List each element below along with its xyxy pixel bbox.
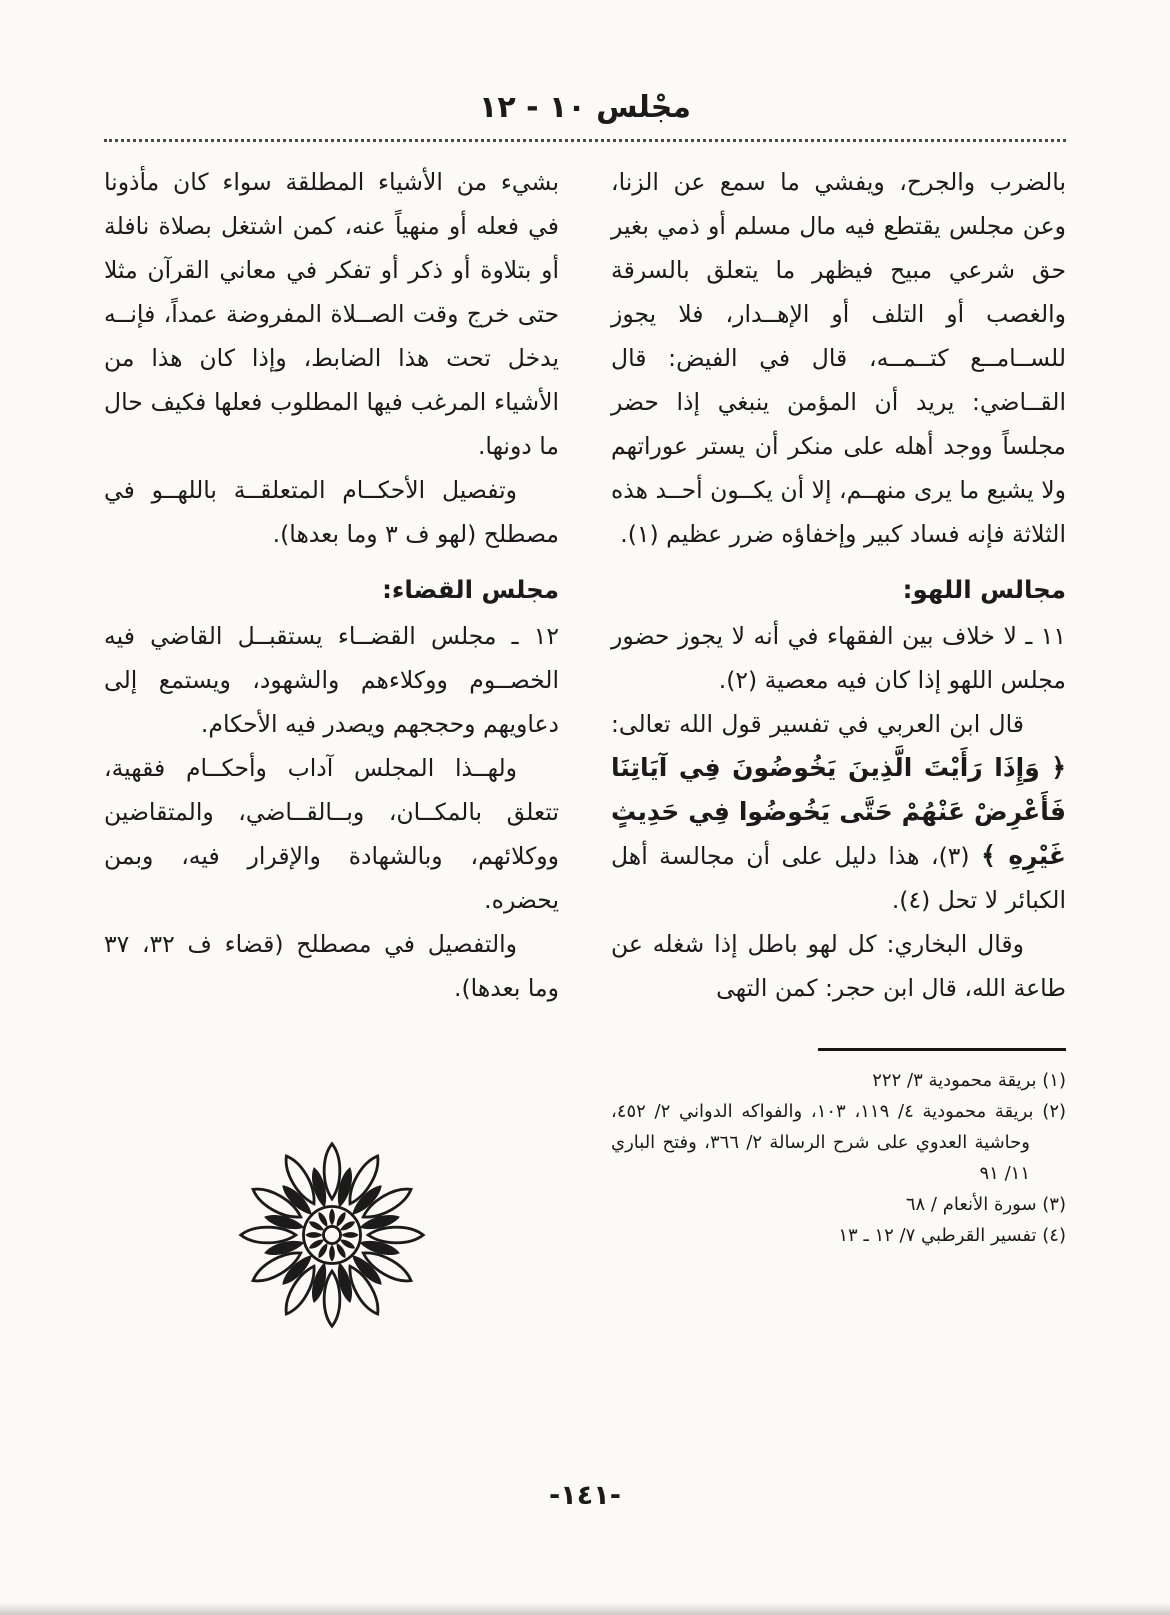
paragraph-item-12: ١٢ ـ مجلس القضــاء يستقبــل القاضي فيه الخصــوم ووكلاءهم والشهود، ويستمع إلى دعاويهم وحججهم ويصدر فيه الأحكام.: [104, 622, 559, 738]
page-number: -١٤١-: [549, 1480, 621, 1511]
header-divider: [104, 139, 1066, 142]
verse-intro-text: قال ابن العربي في تفسير قول الله تعالى:: [611, 710, 1024, 738]
footnote-marker: (١): [1042, 1070, 1066, 1091]
scan-edge-shadow: [0, 1603, 1170, 1615]
column-right: [611, 160, 1066, 1344]
paragraph-adab: ولهــذا المجلس آداب وأحكــام فقهية، تتعلق بالمكــان، وبــالقــاضي، والمتقاضين ووكلائهم، وبالشهادة والإقرار فيه، وبمن يحضره.: [104, 754, 559, 914]
footnote-2: [611, 1096, 1066, 1189]
paragraph-cross-reference-lahw: وتفصيل الأحكــام المتعلقــة باللهــو في مصطلح (لهو ف ٣ وما بعدها).: [104, 476, 559, 548]
footnote-text: تفسير القرطبي ٧/ ١٢ ـ ١٣: [838, 1225, 1037, 1246]
footnote-text: سورة الأنعام / ٦٨: [905, 1194, 1037, 1215]
footnote-marker: (٢): [1042, 1101, 1067, 1122]
footnote-divider: [818, 1048, 1066, 1051]
ornament-container: [104, 1140, 559, 1344]
verse-tail-text: (٣)، هذا دليل على أن مجالسة أهل الكبائر لا تحل (٤).: [611, 842, 1066, 914]
footnote-text: بريقة محمودية ٣/ ٢٢٢: [872, 1070, 1037, 1091]
page-title: مجْلس ١٠ - ١٢: [479, 90, 691, 125]
section-heading-majlis-qada: مجلس القضاء:: [382, 575, 559, 604]
rosette-ornament-icon: [237, 1140, 427, 1330]
footnote-marker: (٤): [1042, 1225, 1066, 1246]
paragraph-bukhari: وقال البخاري: كل لهو باطل إذا شغله عن طاعة الله، قال ابن حجر: كمن التهى: [611, 930, 1066, 1002]
paragraph-cross-reference-qada: والتفصيل في مصطلح (قضاء ف ٣٢، ٣٧ وما بعدها).: [104, 930, 559, 1002]
paragraph-ibn-arabi: [611, 702, 1066, 922]
footnote-marker: (٣): [1042, 1194, 1066, 1215]
footnote-4: [611, 1220, 1066, 1251]
footnote-1: [611, 1065, 1066, 1096]
footnote-3: [611, 1189, 1066, 1220]
paragraph-continuation: بالضرب والجرح، ويفشي ما سمع عن الزنا، وعن مجلس يقتطع فيه مال مسلم أو ذمي بغير حق شرعي مبيح فيظهر ما يتعلق بالسرقة والغصب أو التلف أو الإهــدار، فلا يجوز للســامــع كتــمــه، قال في الفيض: قال القــاضي: يريد أن المؤمن ينبغي إذا حضر مجلساً ووجد أهله على منكر أن يستر عوراتهم ولا يشيع ما يرى منهــم، إلا أن يكــون أحــد هذه الثلاثة فإنه فساد كبير وإخفاؤه ضرر عظيم (١).: [611, 168, 1066, 548]
page-footer: [0, 1480, 1170, 1511]
paragraph-continuation: بشيء من الأشياء المطلقة سواء كان مأذونا في فعله أو منهياً عنه، كمن اشتغل بصلاة نافلة أو بتلاوة أو ذكر أو تفكر في معاني القرآن مثلا حتى خرج وقت الصــلاة المفروضة عمداً، فإنــه يدخل تحت هذا الضابط، وإذا كان هذا من الأشياء المرغب فيها المطلوب فعلها فكيف حال ما دونها.: [104, 168, 559, 460]
footnote-text: بريقة محمودية ٤/ ١١٩، ١٠٣، والفواكه الدواني ٢/ ٤٥٢، وحاشية العدوي على شرح الرسالة ٢/ ٣٦٦، وفتح الباري ١١/ ٩١: [611, 1101, 1034, 1184]
quran-verse: ﴿ وَإِذَا رَأَيْتَ الَّذِينَ يَخُوضُونَ فِي آيَاتِنَا فَأَعْرِضْ عَنْهُمْ حَتَّى يَخُوضُوا فِي حَدِيثٍ غَيْرِهِ ﴾: [611, 753, 1066, 870]
footnotes-block: [611, 1048, 1066, 1251]
column-left: [104, 160, 559, 1344]
paragraph-item-11: ١١ ـ لا خلاف بين الفقهاء في أنه لا يجوز حضور مجلس اللهو إذا كان فيه معصية (٢).: [611, 622, 1066, 694]
two-column-body: [104, 160, 1066, 1344]
page-header: [104, 90, 1066, 142]
section-heading-majalis-lahw: مجالس اللهو:: [902, 575, 1066, 604]
